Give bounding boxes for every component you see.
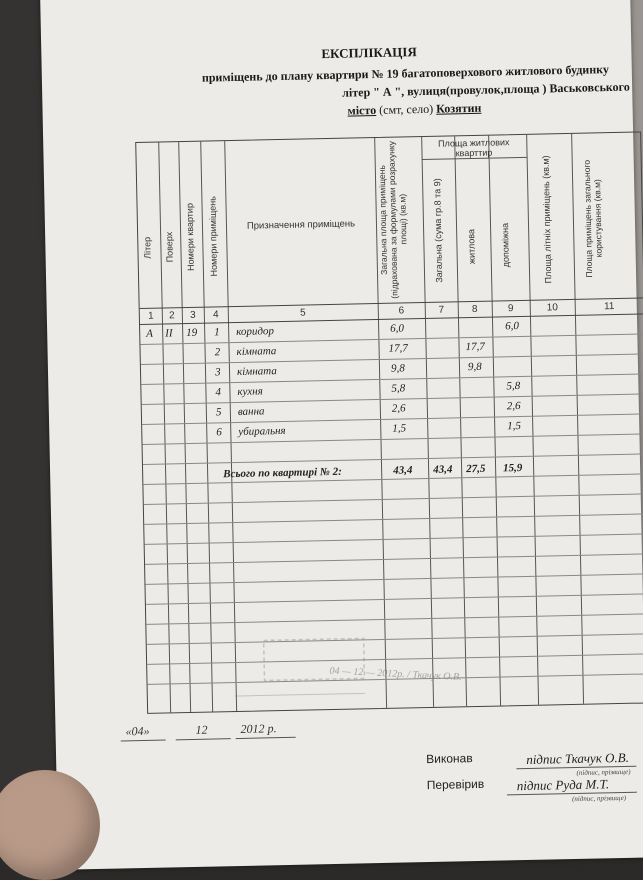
executed-by-label: Виконав bbox=[426, 751, 473, 767]
cell-apt: 19 bbox=[186, 326, 198, 340]
cell-total: 6,0 bbox=[390, 322, 405, 335]
col-number: 1 bbox=[147, 310, 154, 322]
total-living-total: 43,4 bbox=[433, 463, 453, 476]
col-number: 10 bbox=[546, 302, 558, 314]
cell-room-no: 2 bbox=[214, 346, 221, 359]
total-area-value: 43,4 bbox=[393, 464, 413, 477]
cell-total: 1,5 bbox=[392, 422, 407, 435]
cell-living: 17,7 bbox=[465, 340, 485, 354]
header-room-no: Номери приміщень bbox=[207, 196, 220, 277]
header-liter: Літер bbox=[142, 236, 153, 259]
header-summer: Площа літніх приміщень (кв.м) bbox=[540, 155, 554, 284]
cell-purpose: кімната bbox=[236, 365, 277, 378]
document-subtitle-line2: літер " А ", вулиця(провулок,площа ) Васьковського bbox=[342, 79, 630, 100]
header-auxiliary: допоміжна bbox=[499, 223, 511, 268]
col-number: 11 bbox=[603, 301, 615, 313]
total-aux: 15,9 bbox=[502, 462, 523, 475]
cell-purpose: кухня bbox=[237, 385, 263, 398]
col-number: 6 bbox=[398, 305, 405, 317]
cell-total: 2,6 bbox=[391, 402, 406, 415]
col-number: 5 bbox=[299, 307, 306, 319]
cell-aux: 6,0 bbox=[505, 320, 520, 333]
header-living: житлова bbox=[466, 228, 477, 264]
date-month: 12 bbox=[195, 722, 208, 737]
cell-room-no: 5 bbox=[215, 406, 222, 419]
total-living: 27,5 bbox=[466, 462, 486, 476]
header-common: Площа приміщень загального користування (кв.м) bbox=[581, 159, 604, 278]
cell-purpose: ванна bbox=[237, 405, 265, 418]
city-type-note: (смт, село) bbox=[379, 101, 434, 117]
date-year: 2012 р. bbox=[240, 721, 277, 736]
city-name: Козятин bbox=[436, 100, 482, 116]
col-number: 8 bbox=[471, 303, 478, 316]
header-total-area: Загальна площа приміщень (підрахована за формулами розрахунку площі) (кв.м) bbox=[376, 140, 409, 299]
document-subtitle-line1: приміщень до плану квартири № 19 багатоповерхового житлового будинку bbox=[201, 62, 610, 85]
explication-table bbox=[135, 131, 643, 713]
header-living-group: Площа житлових кварттир bbox=[437, 137, 510, 159]
col-number: 3 bbox=[189, 309, 196, 321]
cell-total: 9,8 bbox=[390, 362, 405, 375]
cell-living: 9,8 bbox=[467, 360, 482, 374]
col-number: 7 bbox=[438, 304, 445, 316]
total-label: Всього по квартирі № 2: bbox=[223, 465, 342, 481]
cell-aux: 5,8 bbox=[506, 380, 521, 393]
col-number: 4 bbox=[212, 309, 219, 321]
cell-room-no: 1 bbox=[214, 326, 220, 339]
document-title: ЕКСПЛІКАЦІЯ bbox=[321, 44, 417, 62]
executed-by-caption: (підпис, прізвище) bbox=[576, 767, 631, 777]
document-subtitle-line3 bbox=[347, 101, 481, 119]
cell-room-no: 3 bbox=[214, 366, 221, 379]
document-page bbox=[40, 0, 643, 870]
checked-by-signature: підпис Руда М.Т. bbox=[516, 776, 610, 794]
header-living-total: Загальна (сума гр.8 та 9) bbox=[432, 177, 445, 283]
cell-aux: 2,6 bbox=[506, 400, 521, 413]
cell-liter: А bbox=[146, 327, 154, 340]
cell-room-no: 4 bbox=[215, 386, 222, 399]
cell-purpose: убиральня bbox=[238, 424, 286, 438]
checked-by-caption: (підпис, прізвище) bbox=[571, 793, 627, 804]
cell-purpose: кімната bbox=[236, 345, 277, 358]
checked-by-label: Перевірив bbox=[426, 776, 485, 793]
stamp-text: 04 — 12 — 2012р. / Ткачук О.В. bbox=[329, 665, 462, 683]
cell-aux: 1,5 bbox=[507, 420, 522, 433]
col-number: 9 bbox=[507, 303, 514, 315]
cell-floor: II bbox=[165, 327, 173, 340]
cell-total: 5,8 bbox=[391, 382, 406, 395]
header-apt-no: Номери квартир bbox=[184, 202, 196, 271]
city-label: місто bbox=[347, 102, 377, 118]
cell-purpose: коридор bbox=[236, 325, 275, 338]
date-day: «04» bbox=[125, 723, 150, 739]
cell-total: 17,7 bbox=[388, 342, 408, 355]
executed-by-signature: підпис Ткачук О.В. bbox=[526, 749, 630, 767]
header-floor: Поверх bbox=[164, 231, 175, 263]
col-number: 2 bbox=[168, 310, 175, 322]
cell-room-no: 6 bbox=[216, 426, 222, 439]
header-purpose: Призначення приміщень bbox=[246, 218, 356, 232]
